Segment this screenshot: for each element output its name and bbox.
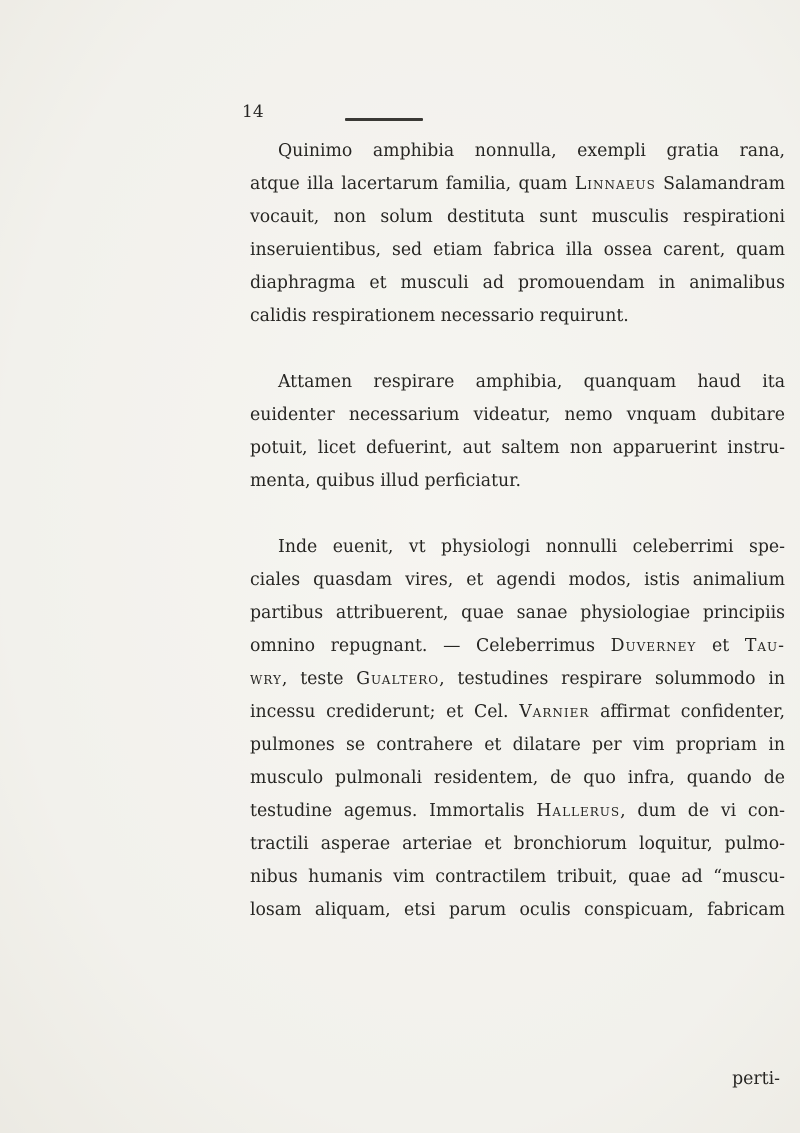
proper-name: Varnier — [519, 702, 590, 722]
text-line: pulmones se contrahere et dilatare per vim propriam in — [250, 735, 785, 755]
text-line: partibus attribuerent, quae sanae physiologiae principiis — [250, 603, 785, 623]
text-line: inseruientibus, sed etiam fabrica illa ossea carent, quam — [250, 240, 785, 260]
text-line: testudine agemus. Immortalis Hallerus, dum de vi con- — [250, 801, 785, 821]
paragraph-1 — [250, 135, 785, 333]
text-line: vocauit, non solum destituta sunt musculis respirationi — [250, 207, 785, 227]
paragraph-2 — [250, 366, 785, 498]
proper-name: Gualtero — [356, 669, 440, 689]
paragraph-3 — [250, 531, 785, 927]
catchword: perti- — [732, 1069, 780, 1089]
text-line: incessu crediderunt; et Cel. Varnier affirmat confidenter, — [250, 702, 785, 722]
text-line: potuit, licet defuerint, aut saltem non apparuerint instru- — [250, 438, 785, 458]
proper-name: wry — [250, 669, 282, 689]
proper-name: Hallerus — [536, 801, 621, 821]
text-line: menta, quibus illud perficiatur. — [250, 471, 522, 491]
text-line: euidenter necessarium videatur, nemo vnquam dubitare — [250, 405, 785, 425]
proper-name: Tau- — [744, 636, 785, 656]
text-line: diaphragma et musculi ad promouendam in animalibus — [250, 273, 785, 293]
text-line: tractili asperae arteriae et bronchiorum loquitur, pulmo- — [250, 834, 785, 854]
text-line: calidis respirationem necessario requirunt. — [250, 306, 629, 326]
text-line: wry, teste Gualtero, testudines respirare solummodo in — [250, 669, 785, 689]
text-line: Quinimo amphibia nonnulla, exempli gratia rana, — [278, 141, 785, 161]
text-line: ciales quasdam vires, et agendi modos, istis animalium — [250, 570, 785, 590]
text-line: musculo pulmonali residentem, de quo infra, quando de — [250, 768, 785, 788]
text-line: atque illa lacertarum familia, quam Linnaeus Salamandram — [250, 174, 785, 194]
text-line: nibus humanis vim contractilem tribuit, quae ad “muscu- — [250, 867, 785, 887]
proper-name: Linnaeus — [574, 174, 656, 194]
header-rule — [345, 118, 423, 121]
page-number: 14 — [242, 102, 264, 122]
text-line: omnino repugnant. — Celeberrimus Duverney et Tau- — [250, 636, 785, 656]
text-line: losam aliquam, etsi parum oculis conspicuam, fabricam — [250, 900, 785, 920]
proper-name: Duverney — [610, 636, 697, 656]
text-line: Attamen respirare amphibia, quanquam haud ita — [278, 372, 785, 392]
text-line: Inde euenit, vt physiologi nonnulli celeberrimi spe- — [278, 537, 785, 557]
